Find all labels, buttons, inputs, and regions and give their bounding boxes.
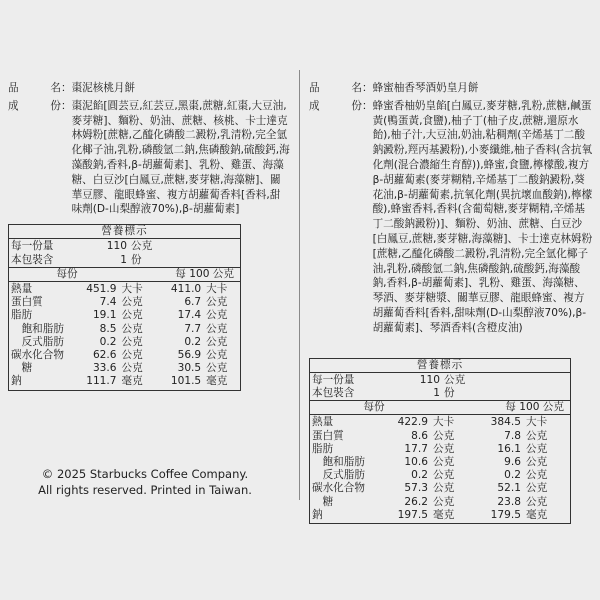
nutrient-name: 脂肪 — [11, 309, 33, 322]
product-name: 棗泥核桃月餅 — [71, 82, 136, 94]
product-name: 蜂蜜柚香琴酒奶皇月餅 — [372, 82, 479, 94]
nutrition-row — [310, 496, 570, 509]
per-100g-header: 每 100 公克 — [505, 401, 564, 414]
serving-size-label: 每一份量 — [11, 240, 54, 253]
nutrition-row — [9, 362, 240, 375]
per-100g-unit: 公克 — [526, 469, 548, 482]
nutrition-row — [9, 283, 240, 296]
nutrition-row — [310, 469, 570, 482]
per-serving-unit: 公克 — [433, 482, 455, 495]
per-serving-value: 26.2 — [404, 495, 428, 508]
product-name-row — [8, 81, 290, 96]
servings-value: 1 — [433, 386, 440, 399]
per-serving-unit: 公克 — [121, 309, 143, 322]
nutrient-name: 飽和脂肪 — [312, 455, 365, 468]
serving-size-value: 110 — [419, 373, 440, 386]
per-serving-value: 422.9 — [397, 416, 428, 429]
per-serving-unit: 公克 — [433, 469, 455, 482]
per-serving-value: 57.3 — [404, 482, 428, 495]
nutrient-name: 鈉 — [11, 375, 22, 388]
nutrient-name: 糖 — [312, 495, 334, 508]
per-100g-unit: 大卡 — [526, 416, 548, 429]
nutrition-row — [310, 443, 570, 456]
per-100g-value: 0.2 — [184, 335, 202, 348]
nutrient-name: 碳水化合物 — [11, 349, 64, 361]
per-100g-unit: 公克 — [206, 335, 228, 348]
servings-label: 本包裝含 — [11, 253, 54, 266]
per-100g-value: 30.5 — [177, 362, 202, 375]
serving-info — [310, 373, 570, 401]
right-product-panel — [309, 81, 593, 524]
nutrient-name: 糖 — [11, 362, 33, 375]
per-serving-value: 0.2 — [411, 469, 428, 482]
per-100g-value: 0.2 — [504, 469, 521, 482]
per-serving-value: 10.6 — [404, 455, 428, 468]
product-name-label: 品 名： — [309, 82, 373, 94]
per-serving-unit: 公克 — [121, 335, 143, 348]
per-serving-value: 111.7 — [86, 375, 117, 388]
servings-unit: 份 — [444, 386, 455, 399]
per-100g-value: 52.1 — [497, 482, 521, 495]
nutrition-row — [9, 296, 240, 309]
nutrition-row — [9, 336, 240, 349]
serving-size-value: 110 — [106, 240, 127, 253]
nutrition-row — [310, 482, 570, 495]
serving-size-unit: 公克 — [131, 240, 153, 253]
per-serving-value: 451.9 — [86, 282, 117, 295]
per-100g-unit: 公克 — [206, 309, 228, 322]
rights-line: All rights reserved. Printed in Taiwan. — [38, 483, 252, 497]
per-serving-value: 33.6 — [92, 362, 117, 375]
per-100g-value: 16.1 — [497, 442, 521, 455]
nutrition-facts-table — [309, 358, 571, 524]
per-serving-header: 每份 — [56, 267, 78, 280]
nutrition-row — [310, 416, 570, 429]
nutrient-name: 反式脂肪 — [11, 335, 64, 348]
per-serving-unit: 大卡 — [121, 282, 143, 295]
per-serving-unit: 公克 — [121, 362, 143, 375]
nutrition-column-headers — [9, 268, 240, 282]
per-serving-value: 62.6 — [92, 349, 117, 361]
copyright-notice — [20, 466, 270, 498]
ingredients-row — [8, 99, 290, 217]
nutrition-rows — [310, 415, 570, 523]
per-100g-header: 每 100 公克 — [175, 267, 234, 280]
per-serving-unit: 公克 — [433, 455, 455, 468]
ingredients-text: 蜂蜜香柚奶皇餡[白鳳豆,麥芽糖,乳粉,蔗糖,鹹蛋黃(鴨蛋黃,食鹽),柚子丁(柚子皮,蔗糖,還原水飴),柚子汁,大豆油,奶油,粘稠劑(辛烯基丁二酸鈉澱粉,羥丙基澱粉),小麥纖維,柚子香料(含抗氧化劑(混合濃縮生育醇)),蜂蜜,食鹽,檸檬酸,複方β-胡蘿蔔素(麥芽糊精,辛烯基丁二酸鈉澱粉,葵花油,β-胡蘿蔔素,抗氧化劑(異抗壞血酸鈉),檸檬酸),蜂蜜香料,香料(含葡萄糖,麥芽糊精,辛烯基丁二酸鈉澱粉)]、麵粉、奶油、蔗糖、白豆沙[白鳳豆,蔗糖,麥芽糖,海藻糖]、卡士達克林姆粉[蔗糖,乙醯化磷酸二澱粉,乳清粉,完全氫化椰子油,乳粉,磷酸氫二鈉,焦磷酸鈉,硫酸鈣,海藻酸鈉,香料,β-胡蘿蔔素]、乳粉、雞蛋、海藻糖、琴酒、麥芽糖漿、關華豆膠、龍眼蜂蜜、複方胡蘿蔔香料[香料,甜味劑(D-山梨醇液70%),β-胡蘿蔔素]、琴酒香料(含橙皮油) — [372, 99, 593, 334]
per-serving-unit: 公克 — [433, 442, 455, 455]
per-100g-unit: 公克 — [206, 362, 228, 375]
servings-value: 1 — [120, 253, 127, 266]
nutrient-name: 反式脂肪 — [312, 469, 365, 482]
per-serving-unit: 公克 — [121, 296, 143, 309]
nutrient-name: 蛋白質 — [312, 429, 344, 442]
nutrition-row — [9, 323, 240, 336]
nutrition-row — [9, 349, 240, 362]
per-100g-unit: 毫克 — [206, 375, 228, 388]
per-serving-value: 7.4 — [99, 296, 117, 309]
panel-divider — [299, 70, 300, 500]
per-100g-unit: 公克 — [526, 442, 548, 455]
nutrition-row — [310, 509, 570, 522]
ingredients-row — [309, 99, 593, 336]
per-100g-value: 7.7 — [184, 322, 202, 335]
ingredients-label: 成 份： — [8, 99, 72, 112]
per-100g-unit: 公克 — [526, 455, 548, 468]
nutrient-name: 熱量 — [11, 282, 33, 295]
per-100g-unit: 公克 — [206, 349, 228, 361]
nutrient-name: 蛋白質 — [11, 296, 43, 309]
nutrition-title: 營養標示 — [9, 225, 240, 239]
per-100g-value: 56.9 — [177, 349, 202, 361]
nutrient-name: 鈉 — [312, 508, 323, 521]
nutrition-row — [310, 456, 570, 469]
per-serving-value: 19.1 — [92, 309, 117, 322]
per-serving-unit: 公克 — [433, 429, 455, 442]
per-serving-unit: 公克 — [433, 495, 455, 508]
nutrition-row — [9, 375, 240, 388]
per-100g-value: 6.7 — [184, 296, 202, 309]
per-100g-unit: 大卡 — [206, 282, 228, 295]
servings-label: 本包裝含 — [312, 386, 355, 399]
per-serving-value: 17.7 — [404, 442, 428, 455]
per-100g-value: 17.4 — [177, 309, 202, 322]
nutrition-rows — [9, 282, 240, 390]
per-serving-unit: 公克 — [121, 322, 143, 335]
product-name-row — [309, 81, 593, 96]
per-100g-unit: 公克 — [526, 495, 548, 508]
nutrition-row — [310, 430, 570, 443]
nutrient-name: 碳水化合物 — [312, 482, 365, 495]
per-100g-value: 7.8 — [504, 429, 521, 442]
per-100g-unit: 公克 — [526, 429, 548, 442]
nutrient-name: 熱量 — [312, 416, 334, 429]
product-name-label: 品 名： — [8, 82, 72, 94]
per-100g-unit: 公克 — [206, 296, 228, 309]
per-serving-value: 197.5 — [397, 508, 428, 521]
per-serving-unit: 毫克 — [121, 375, 143, 388]
serving-info — [9, 239, 240, 267]
per-100g-unit: 公克 — [526, 482, 548, 495]
servings-unit: 份 — [131, 253, 142, 266]
per-100g-value: 384.5 — [490, 416, 521, 429]
serving-size-label: 每一份量 — [312, 373, 355, 386]
per-100g-value: 101.5 — [170, 375, 202, 388]
nutrition-row — [9, 309, 240, 322]
per-100g-value: 9.6 — [504, 455, 521, 468]
nutrition-column-headers — [310, 401, 570, 415]
nutrition-facts-table — [8, 224, 241, 390]
per-100g-unit: 毫克 — [526, 508, 548, 521]
per-100g-value: 179.5 — [490, 508, 521, 521]
nutrition-title: 營養標示 — [310, 359, 570, 373]
per-serving-value: 0.2 — [99, 335, 117, 348]
per-serving-value: 8.5 — [99, 322, 117, 335]
serving-size-unit: 公克 — [444, 373, 466, 386]
per-serving-unit: 大卡 — [433, 416, 455, 429]
per-serving-header: 每份 — [363, 401, 385, 414]
ingredients-text: 棗泥餡[圓芸豆,紅芸豆,黑棗,蔗糖,紅棗,大豆油,麥芽糖]、麵粉、奶油、蔗糖、核桃、卡士達克林姆粉[蔗糖,乙醯化磷酸二澱粉,乳清粉,完全氫化椰子油,乳粉,磷酸氫二鈉,焦磷酸鈉,硫酸鈣,海藻酸鈉,香料,β-胡蘿蔔素]、乳粉、雞蛋、海藻糖、白豆沙[白鳳豆,蔗糖,麥芽糖,海藻糖]、關華豆膠、龍眼蜂蜜、複方胡蘿蔔香料[香料,甜味劑(D-山梨醇液70%),β-胡蘿蔔素] — [71, 99, 290, 216]
nutrient-name: 飽和脂肪 — [11, 322, 64, 335]
nutrient-name: 脂肪 — [312, 442, 334, 455]
left-product-panel — [8, 81, 290, 391]
per-100g-unit: 公克 — [206, 322, 228, 335]
copyright-line: © 2025 Starbucks Coffee Company. — [41, 467, 249, 481]
ingredients-label: 成 份： — [309, 99, 373, 112]
per-serving-unit: 毫克 — [433, 508, 455, 521]
per-serving-unit: 公克 — [121, 349, 143, 361]
per-100g-value: 23.8 — [497, 495, 521, 508]
per-serving-value: 8.6 — [411, 429, 428, 442]
per-100g-value: 411.0 — [170, 282, 202, 295]
